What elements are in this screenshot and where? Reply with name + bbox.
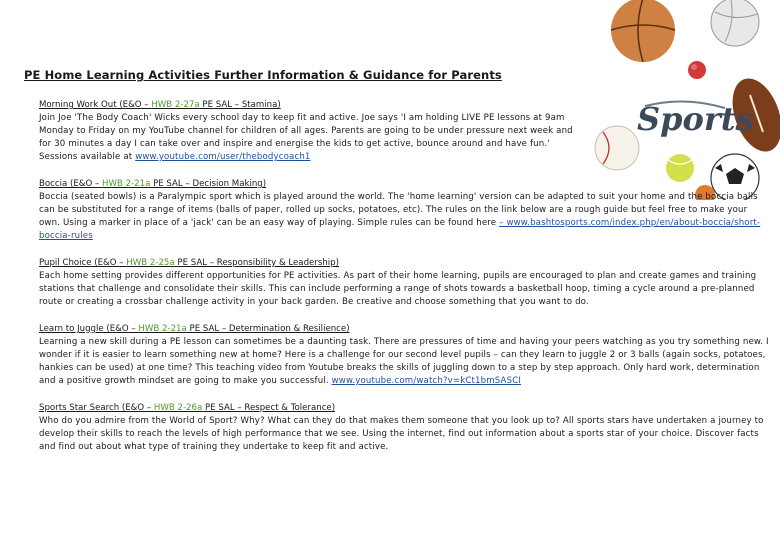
section-link[interactable]: – www.bashtosports.com/index.php/en/about-boccia/short-boccia-rules (39, 218, 761, 241)
curriculum-code: HWB 2-21a (138, 324, 187, 334)
section-body (39, 415, 771, 454)
section-sports-star-search (39, 402, 771, 454)
curriculum-code: HWB 2-21a (102, 179, 151, 189)
body-text: Learning a new skill during a PE lesson can sometimes be a daunting task. There are pressures of time and having your peers watching as you try something new. I wonder if it is easier to learn something new at home? Here is a challenge for our second level pupils – can they learn to juggle 2 or 3 balls (again socks, potatoes, hankies can be used) at one time? This teaching video from Youtube breaks the skills of juggling down to a step by step approach. Only hard work, determination and a positive growth mindset are going to make you successful. (39, 337, 769, 386)
volleyball-icon (711, 0, 759, 46)
section-boccia (39, 178, 771, 243)
basketball-icon (611, 0, 675, 62)
section-morning-workout (39, 99, 771, 164)
heading-text: Sports Star Search (E&O – (39, 403, 154, 413)
curriculum-code: HWB 2-25a (126, 258, 175, 268)
heading-text: Morning Work Out (E&O – (39, 100, 152, 110)
section-link[interactable]: www.youtube.com/user/thebodycoach1 (135, 152, 311, 162)
heading-text: PE SAL – Stamina) (199, 100, 281, 110)
body-text: Each home setting provides different opportunities for PE activities. As part of their home learning, pupils are encouraged to plan and create games and training stations that challenge and consolidate their skills. This can include performing a range of shots towards a basketball hoop, timing a cycle around a pre-planned route or creating a crossbar challenge activity in your back garden. Be creative and choose something that you want to do. (39, 271, 757, 307)
sports-word: Sports (637, 100, 754, 138)
body-text: Who do you admire from the World of Sport? Why? What can they do that makes them someone that you look up to? All sports stars have undertaken a journey to develop their skills to reach the levels of high performance that we see. Using the internet, find out information about a sports star of your choice. Discover facts and find out about what type of training they undertake to keep fit and active. (39, 416, 764, 452)
section-learn-to-juggle (39, 323, 771, 388)
section-link[interactable]: www.youtube.com/watch?v=kCt1bmSASCI (331, 376, 522, 386)
section-heading (39, 178, 771, 191)
heading-text: Pupil Choice (E&O – (39, 258, 127, 268)
heading-text: Learn to Juggle (E&O – (39, 324, 139, 334)
section-body (39, 270, 771, 309)
section-body (39, 112, 574, 164)
curriculum-code: HWB 2-26a (153, 403, 203, 413)
heading-text: PE SAL – Decision Making) (150, 179, 267, 189)
heading-text: PE SAL – Respect & Tolerance) (202, 403, 336, 413)
body-text: Boccia (seated bowls) is a Paralympic sport which is played around the world. The 'home learning' version can be adapted to suit your home and the boccia balls can be substituted for a range of items (balls of paper, rolled up socks, potatoes, etc). The rules on the link below are a rough guide but feel free to make your own. Using a marker in place of a 'jack' can be an easy way of playing. Simple rules can be found here (39, 192, 758, 228)
heading-text: PE SAL – Responsibility & Leadership) (174, 258, 339, 268)
section-heading (39, 323, 771, 336)
body-text: Join Joe 'The Body Coach' Wicks every school day to keep fit and active. Joe says 'I am holding LIVE PE lessons at 9am Monday to Friday on my YouTube channel for children of all ages. Parents are going to be under pressure next week and for 30 minutes a day I can take over and inspire and energise the kids to get active, bounce around and have fun.' Sessions available at (39, 113, 573, 162)
red-ball-icon (688, 61, 706, 79)
page-title: PE Home Learning Activities Further Information & Guidance for Parents (24, 68, 502, 82)
section-heading (39, 257, 771, 270)
section-body (39, 191, 771, 243)
section-body (39, 336, 771, 388)
section-pupil-choice (39, 257, 771, 309)
activities-list (39, 99, 771, 468)
curriculum-code: HWB 2-27a (151, 100, 200, 110)
heading-text: PE SAL – Determination & Resilience) (186, 324, 350, 334)
heading-text: Boccia (E&O – (39, 179, 102, 189)
section-heading (39, 99, 771, 112)
section-heading (39, 402, 771, 415)
